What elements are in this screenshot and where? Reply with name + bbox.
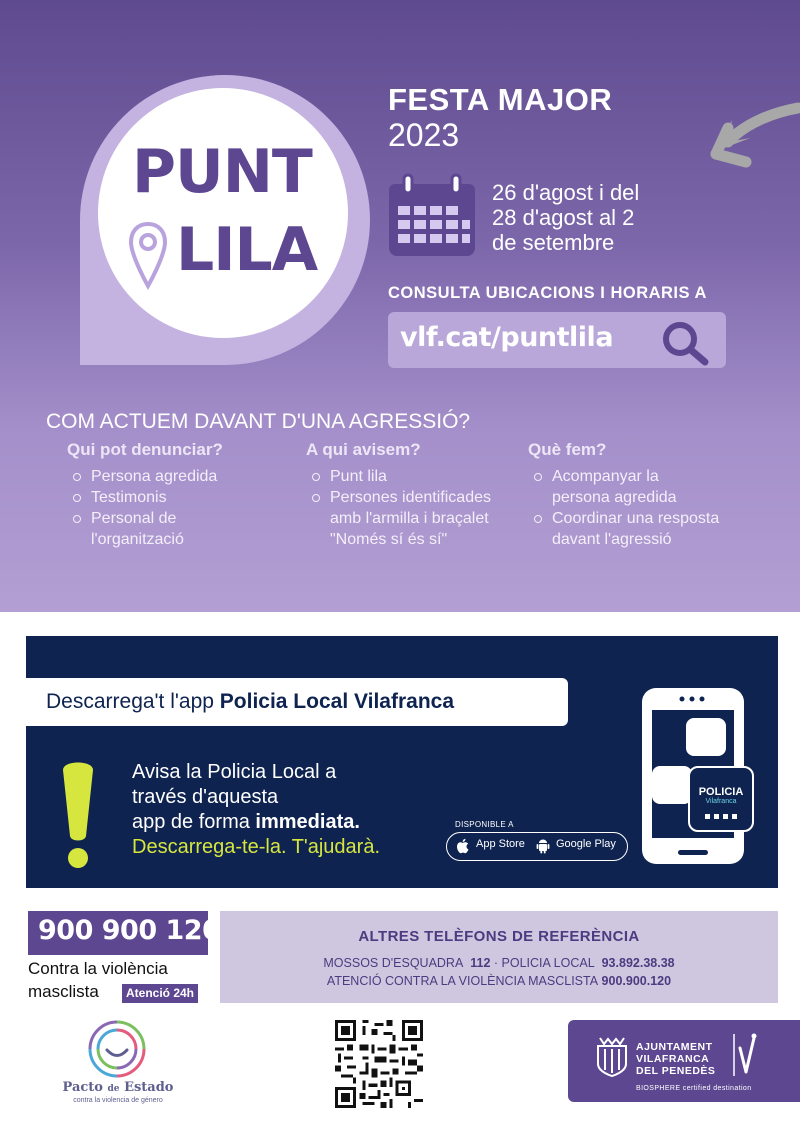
hotline-label: masclista — [28, 982, 99, 1001]
app-description-line: Avisa la Policia Local a — [132, 761, 337, 783]
separator: · — [490, 956, 502, 970]
badge-title: POLICIA — [698, 786, 744, 798]
app-name: Policia Local Vilafranca — [219, 690, 455, 713]
pacto-subtitle: contra la violencia de género — [73, 1097, 163, 1104]
download-text — [46, 690, 454, 714]
mossos-number[interactable]: 112 — [470, 956, 491, 970]
ajuntament-shield-icon — [594, 1036, 630, 1078]
badge-dots-icon — [701, 814, 741, 820]
location-pin-icon — [128, 220, 168, 292]
app-store-link[interactable]: App Store — [476, 838, 525, 850]
references-title: ALTRES TELÈFONS DE REFERÈNCIA — [358, 928, 640, 945]
violence-number[interactable]: 900.900.120 — [601, 974, 672, 988]
policia-label: POLICIA LOCAL — [501, 956, 595, 970]
hotline-number[interactable]: 900 900 120 — [38, 915, 221, 946]
event-dates — [492, 180, 692, 255]
column-title: Què fem? — [528, 440, 607, 459]
vilafranca-v-logo-icon — [730, 1030, 760, 1080]
event-dates-line: 28 d'agost al 2 — [492, 205, 635, 230]
protocol-column-who — [67, 440, 287, 550]
list-item: Persona agredida — [67, 466, 287, 487]
pacto-de-estado-logo — [80, 1018, 154, 1080]
badge-subtitle: Vilafranca — [705, 798, 737, 805]
app-cta: Descarrega-te-la. T'ajudarà. — [132, 836, 381, 858]
url-link[interactable]: vlf.cat/puntlila — [400, 322, 614, 353]
protocol-question: COM ACTUEM DAVANT D'UNA AGRESSIÓ? — [46, 410, 471, 433]
violence-label: ATENCIÓ CONTRA LA VIOLÈNCIA MASCLISTA — [326, 974, 599, 988]
references-line — [220, 956, 778, 970]
references-line — [220, 974, 778, 988]
list-item: Coordinar una resposta davant l'agressió — [528, 508, 768, 550]
pacto-de: de — [107, 1084, 120, 1094]
pacto-logo-text — [58, 1080, 178, 1095]
ajuntament-name — [636, 1041, 715, 1077]
protocol-column-notify — [306, 440, 506, 550]
policia-number[interactable]: 93.892.38.38 — [601, 956, 675, 970]
search-icon[interactable] — [660, 318, 712, 366]
punt-lila-pin-circle — [98, 88, 348, 338]
logo-title-lila: LILA — [176, 215, 318, 285]
arrow-left-icon — [706, 98, 800, 168]
event-title: FESTA MAJOR — [388, 82, 613, 117]
android-icon[interactable] — [536, 838, 550, 854]
list-item: Persones identificades amb l'armilla i braçalet "Només sí és sí" — [306, 487, 492, 550]
app-description — [132, 760, 432, 860]
app-description-emphasis: immediata. — [255, 811, 360, 833]
column-title: A qui avisem? — [306, 440, 421, 459]
protocol-column-action — [528, 440, 778, 550]
exclamation-icon — [58, 758, 98, 870]
list-item: Acompanyar la persona agredida — [528, 466, 714, 508]
ajuntament-name-line: DEL PENEDÈS — [636, 1065, 716, 1077]
calendar-icon — [386, 172, 478, 260]
available-label: DISPONIBLE A — [455, 820, 514, 829]
qr-code[interactable] — [335, 1020, 423, 1108]
list-item: Punt lila — [306, 466, 506, 487]
event-year: 2023 — [388, 117, 460, 153]
mossos-label: MOSSOS D'ESQUADRA — [323, 956, 464, 970]
column-title: Qui pot denunciar? — [67, 440, 223, 459]
hotline-badge: Atenció 24h — [122, 984, 198, 1003]
ajuntament-name-line: VILAFRANCA — [636, 1053, 710, 1065]
pacto-main: Pacto — [62, 1080, 103, 1095]
event-dates-line: de setembre — [492, 230, 615, 255]
list-item: Personal de l'organització — [67, 508, 217, 550]
google-play-link[interactable]: Google Play — [556, 838, 616, 850]
policia-app-badge — [688, 766, 754, 832]
consult-label: CONSULTA UBICACIONS I HORARIS A — [388, 284, 707, 302]
biosphere-label: BIOSPHERE certified destination — [636, 1085, 752, 1092]
download-prefix: Descarrega't l'app — [46, 690, 220, 713]
apple-icon[interactable] — [456, 838, 470, 854]
pacto-estado: Estado — [124, 1080, 174, 1095]
event-dates-line: 26 d'agost i del — [492, 180, 640, 205]
logo-title-punt: PUNT — [132, 137, 312, 207]
hotline-label: Contra la violència — [28, 959, 168, 978]
app-description-line: través d'aquesta — [132, 786, 279, 808]
app-description-line — [132, 810, 432, 835]
list-item: Testimonis — [67, 487, 287, 508]
ajuntament-name-line: AJUNTAMENT — [636, 1041, 713, 1053]
app-description-prefix: app de forma — [132, 811, 256, 833]
